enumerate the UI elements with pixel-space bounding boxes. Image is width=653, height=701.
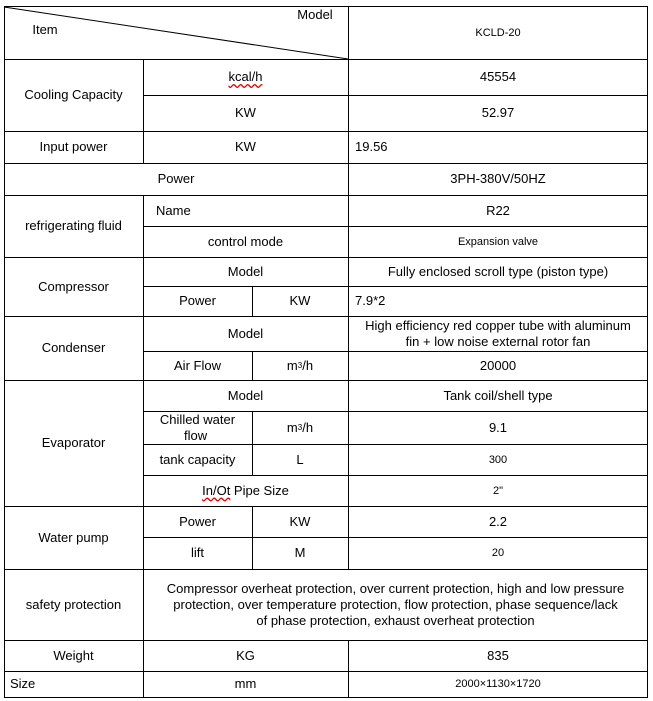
chilled-water-flow-label-line1: Chilled water: [159, 411, 236, 427]
size-label: Size: [10, 676, 36, 691]
header-model-value: KCLD-20: [475, 27, 521, 39]
weight-label: Weight: [53, 647, 94, 663]
water-pump-power-label: Power: [179, 513, 216, 529]
water-pump-power-value: 2.2: [488, 513, 508, 529]
evaporator-label: Evaporator: [41, 435, 106, 450]
header-model-label: Model: [297, 7, 333, 22]
cooling-capacity-kcal-unit: kcal/h: [228, 69, 263, 84]
condenser-airflow-value: 20000: [479, 357, 517, 373]
cooling-capacity-kw-value: 52.97: [481, 105, 515, 120]
pipe-size-label-prefix: In/Ot: [202, 482, 231, 498]
condenser-model-value-line1: High efficiency red copper tube with aluminum: [365, 317, 631, 333]
water-pump-lift-label: lift: [191, 545, 204, 560]
power-value: 3PH-380V/50HZ: [450, 171, 546, 186]
cooling-capacity-kw-unit: KW: [235, 105, 256, 120]
cooling-capacity-kcal-value: 45554: [479, 69, 517, 84]
safety-protection-line2: protection, over temperature protection, flow protection, phase sequence/lack: [173, 596, 618, 612]
water-pump-lift-value: 20: [491, 547, 505, 559]
condenser-label: Condenser: [41, 340, 106, 355]
control-mode-label: control mode: [207, 233, 284, 249]
header-item-label: Item: [32, 22, 58, 37]
water-pump-lift-unit: M: [294, 545, 306, 560]
condenser-airflow-unit: m 3 /h: [286, 357, 314, 373]
compressor-power-value: 7.9*2: [355, 293, 386, 308]
tank-capacity-label: tank capacity: [159, 451, 236, 467]
airflow-unit-tail: /h: [302, 357, 314, 373]
power-label: Power: [157, 171, 195, 186]
water-pump-label: Water pump: [38, 529, 109, 545]
refrigerant-name-label: Name: [156, 202, 191, 218]
pipe-size-label: [143, 475, 348, 506]
pipe-size-value: 2": [492, 484, 504, 497]
cooling-capacity-label: Cooling Capacity: [24, 87, 123, 102]
refrigerant-name-value: R22: [486, 202, 510, 218]
refrigerating-fluid-label: refrigerating fluid: [25, 218, 122, 233]
chilled-unit-base: m: [286, 419, 298, 435]
condenser-model-label: Model: [227, 325, 264, 341]
chilled-water-flow-label-line2: flow: [184, 427, 208, 443]
size-unit: mm: [234, 676, 257, 691]
safety-protection-line3: of phase protection, exhaust overheat protection: [256, 612, 535, 628]
water-pump-power-unit: KW: [289, 513, 311, 529]
chilled-water-flow-label: [143, 411, 252, 444]
control-mode-value: Expansion valve: [457, 235, 539, 248]
safety-protection-label: safety protection: [25, 596, 122, 612]
safety-protection-value: [143, 569, 648, 640]
row-border: [4, 697, 648, 698]
evaporator-model-value: Tank coil/shell type: [443, 387, 553, 403]
safety-protection-line1: Compressor overheat protection, over current protection, high and low pressure: [166, 580, 625, 596]
weight-value: 835: [487, 647, 509, 663]
pipe-size-label-suffix: Pipe Size: [230, 482, 289, 498]
input-power-value: 19.56: [355, 139, 388, 154]
compressor-power-label: Power: [179, 293, 216, 308]
cooling-capacity-kcal-unit-cell: [143, 59, 348, 95]
chilled-water-flow-value: 9.1: [488, 419, 508, 435]
chilled-water-flow-unit: m 3 /h: [286, 419, 314, 435]
airflow-unit-base: m: [286, 357, 298, 373]
compressor-model-value: Fully enclosed scroll type (piston type): [387, 263, 609, 279]
tank-capacity-value: 300: [488, 453, 508, 466]
condenser-model-value: [348, 316, 648, 351]
tank-capacity-unit: L: [296, 451, 304, 467]
chilled-unit-tail: /h: [302, 419, 314, 435]
input-power-unit: KW: [235, 139, 256, 154]
weight-unit: KG: [236, 647, 255, 663]
condenser-model-value-line2: fin + low noise external rotor fan: [405, 333, 591, 349]
condenser-airflow-label: Air Flow: [174, 357, 221, 373]
evaporator-model-label: Model: [227, 387, 264, 403]
compressor-label: Compressor: [38, 278, 109, 294]
compressor-model-label: Model: [227, 263, 264, 279]
compressor-power-unit: KW: [289, 293, 311, 308]
size-value: 2000×1130×1720: [455, 678, 541, 690]
input-power-label: Input power: [39, 139, 108, 154]
